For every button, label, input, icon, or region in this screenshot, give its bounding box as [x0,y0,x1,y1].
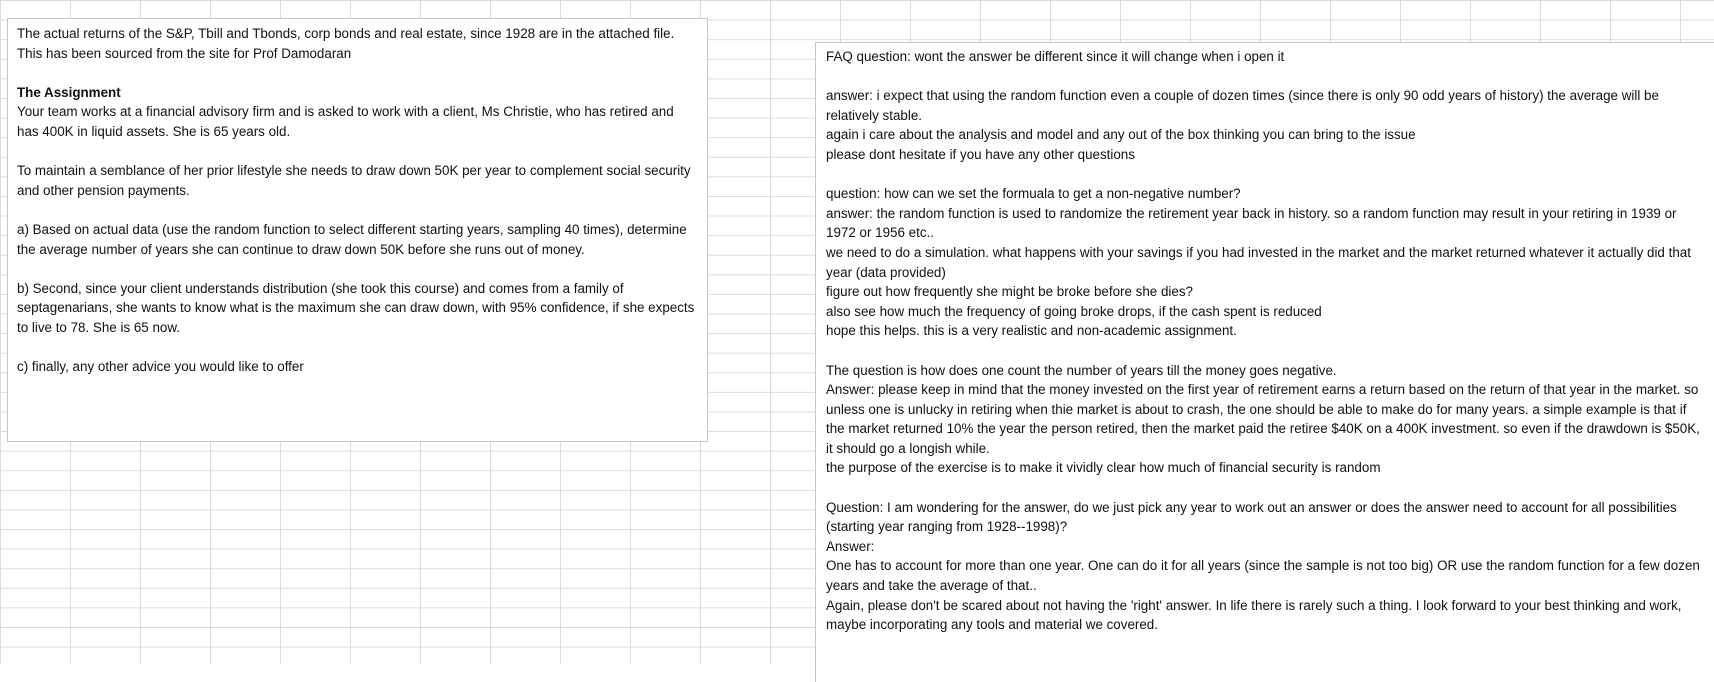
faq2-answer-2: we need to do a simulation. what happens with your savings if you had invested in the market and the market returned whatever it actually did that year (data provided) [826,244,1691,280]
question-a: a) Based on actual data (use the random function to select different starting years, sampling 40 times), determine the average number of years she can continue to draw down 50K before she runs out of money. [17,221,687,257]
drawdown-requirement: To maintain a semblance of her prior lifestyle she needs to draw down 50K per year to complement social security and other pension payments. [17,163,691,198]
faq3-answer-1: Answer: please keep in mind that the money invested on the first year of retirement earns a return based on the return of that year in the market. so unless one is unlucky in retiring when thie market is about to crash, the one should be able to make do for many years. a simple example is that if the market returned 10% the year the person retired, then the market paid the retiree $40K on a 400K investment. so even if the drawdown is $50K, it should go a longish while. [826,382,1700,456]
faq3-answer-2: the purpose of the exercise is to make it vividly clear how much of financial security is random [826,460,1381,476]
faq2-question: question: how can we set the formuala to get a non-negative number? [826,186,1241,202]
faq1-answer-3: please dont hesitate if you have any other questions [826,146,1135,162]
faq1-question: FAQ question: wont the answer be different since it will change when i open it [826,49,1285,64]
faq2-answer-5: hope this helps. this is a very realistic and non-academic assignment. [826,323,1237,339]
question-c: c) finally, any other advice you would like to offer [17,359,304,375]
client-description: Your team works at a financial advisory firm and is asked to work with a client, Ms Christie, who has retired and has 400K in liquid assets. She is 65 years old. [17,104,674,139]
assignment-heading: The Assignment [17,84,121,100]
faq3-question: The question is how does one count the number of years till the money goes negative. [826,362,1337,378]
faq2-answer-3: figure out how frequently she might be broke before she dies? [826,284,1193,300]
faq-text-box[interactable] [815,42,1714,682]
faq4-answer-label: Answer: [826,538,875,554]
question-b: b) Second, since your client understands distribution (she took this course) and comes from a family of septagenarians, she wants to know what is the maximum she can draw down, with 95% confidence, if she expects to live to 78. She is 65 now. [17,280,695,335]
faq1-answer-2: again i care about the analysis and model and any out of the box thinking you can bring to the issue [826,127,1416,143]
intro-text: The actual returns of the S&P, Tbill and Tbonds, corp bonds and real estate, since 1928 are in the attached file. This has been sourced from the site for Prof Damodaran [17,26,675,61]
faq4-question: Question: I am wondering for the answer, do we just pick any year to work out an answer or does the answer need to account for all possibilities (starting year ranging from 1928--1998)? [826,499,1677,535]
faq4-answer-2: Again, please don't be scared about not having the 'right' answer. In life there is rarely such a thing. I look forward to your best thinking and work, maybe incorporating any tools and material we covered. [826,597,1682,633]
faq1-answer-1: answer: i expect that using the random function even a couple of dozen times (since there is only 90 odd years of history) the average will be relatively stable. [826,88,1659,123]
faq4-answer-1: One has to account for more than one year. One can do it for all years (since the sample is not too big) OR use the random function for a few dozen years and take the average of that.. [826,558,1700,594]
faq2-answer-4: also see how much the frequency of going broke drops, if the cash spent is reduced [826,303,1322,319]
faq2-answer-1: answer: the random function is used to randomize the retirement year back in history. so a random function may result in your retiring in 1939 or 1972 or 1956 etc.. [826,205,1677,241]
assignment-text-box[interactable] [7,18,708,442]
